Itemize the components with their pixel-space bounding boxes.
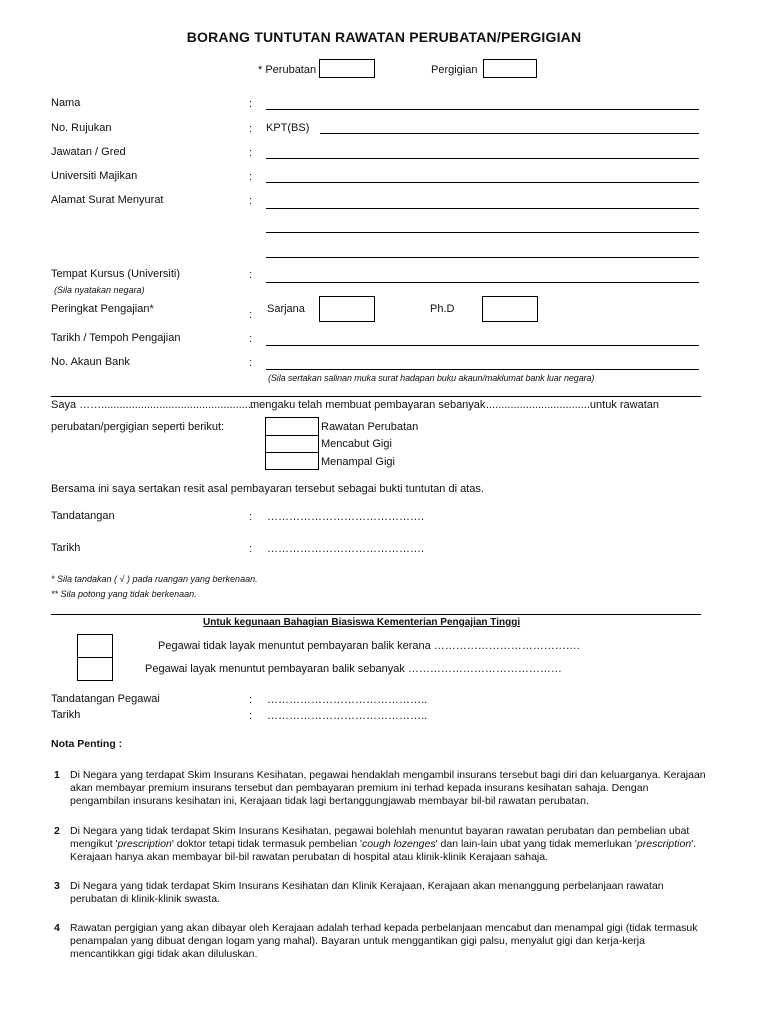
tarikh-tempoh-label: Tarikh / Tempoh Pengajian: [51, 332, 181, 344]
notes-heading: Nota Penting :: [51, 738, 123, 750]
tarikh-tempoh-input[interactable]: [266, 345, 699, 346]
colon: :: [249, 269, 253, 281]
tandatangan-pegawai-dots[interactable]: ……………………………………..: [267, 694, 428, 706]
tarikh-label: Tarikh: [51, 542, 81, 554]
footnote-strike: ** Sila potong yang tidak berkenaan.: [51, 589, 197, 599]
pergigian-label: Pergigian: [431, 64, 478, 76]
form-title: BORANG TUNTUTAN RAWATAN PERUBATAN/PERGIGIAN: [186, 29, 582, 45]
colon: :: [249, 357, 253, 369]
alamat-input-1[interactable]: [266, 208, 699, 209]
note-text: Di Negara yang tidak terdapat Skim Insurans Kesihatan dan Klinik Kerajaan, Kerajaan akan menanggung perbelanjaan rawatan perubatan di klinik-klinik swasta.: [70, 880, 664, 905]
not-eligible-checkbox[interactable]: [77, 634, 113, 658]
note-text: Di Negara yang tidak terdapat Skim Insurans Kesihatan, pegawai bolehlah menuntut bayaran rawatan perubatan dan pembelian ubat mengikut 'prescription' doktor tetapi tidak termasuk pembelian 'cough lozenges' dan lain-lain ubat yang tidak memerlukan 'prescription'. Kerajaan hanya akan membayar bil-bil rawatan perubatan di hospital atau klinik-klinik Kerajaan sahaja.: [70, 825, 697, 863]
footnote-tick: * Sila tandakan ( √ ) pada ruangan yang berkenaan.: [51, 574, 258, 584]
office-heading: Untuk kegunaan Bahagian Biasiswa Kementerian Pengajian Tinggi: [203, 617, 521, 628]
colon: :: [249, 309, 253, 321]
rujukan-input[interactable]: [320, 133, 699, 134]
colon: :: [249, 694, 253, 706]
colon: :: [249, 511, 253, 523]
eligible-text: Pegawai layak menuntut pembayaran balik sebanyak ……………………………………: [145, 663, 562, 675]
declaration-saya: Saya ……..................................................: [51, 399, 254, 411]
alamat-input-2[interactable]: [266, 232, 699, 233]
note-text: Rawatan pergigian yang akan dibayar oleh Kerajaan adalah terhad kepada perbelanjaan mencabut dan menampal gigi (tidak termasuk penampalan yang dibuat dengan logam yang mahal). Bayaran untuk menggantikan gigi palsu, menyalut gigi dan kerja-kerja mencantikkan gigi tidak akan diluluskan.: [70, 922, 698, 960]
mencabut-gigi-checkbox[interactable]: [265, 435, 319, 453]
tandatangan-dots[interactable]: …………………………………….: [267, 511, 425, 523]
declaration-amount: ..................................untuk rawatan: [486, 399, 660, 411]
tandatangan-label: Tandatangan: [51, 510, 115, 522]
phd-checkbox[interactable]: [482, 296, 538, 322]
perubatan-label: * Perubatan: [258, 64, 317, 76]
note-number: 3: [54, 880, 60, 892]
menampal-gigi-label: Menampal Gigi: [321, 456, 395, 468]
mencabut-gigi-label: Mencabut Gigi: [321, 438, 392, 450]
tempat-kursus-label: Tempat Kursus (Universiti): [51, 268, 180, 280]
universiti-label: Universiti Majikan: [51, 170, 138, 182]
tarikh-pegawai-dots[interactable]: ……………………………………..: [267, 710, 428, 722]
nama-input[interactable]: [266, 109, 699, 110]
colon: :: [249, 195, 253, 207]
office-divider: [51, 614, 701, 615]
tempat-kursus-note: (Sila nyatakan negara): [54, 285, 145, 295]
universiti-input[interactable]: [266, 182, 699, 183]
rawatan-perubatan-checkbox[interactable]: [265, 417, 319, 436]
rawatan-perubatan-label: Rawatan Perubatan: [321, 421, 419, 433]
tandatangan-pegawai-label: Tandatangan Pegawai: [51, 693, 160, 705]
tempat-kursus-input[interactable]: [266, 282, 699, 283]
pergigian-checkbox[interactable]: [483, 59, 537, 78]
colon: :: [249, 98, 253, 110]
tarikh-dots[interactable]: …………………………………….: [267, 543, 425, 555]
receipt-statement: Bersama ini saya sertakan resit asal pembayaran tersebut sebagai bukti tuntutan di atas.: [51, 483, 484, 495]
akaun-label: No. Akaun Bank: [51, 356, 130, 368]
alamat-input-3[interactable]: [266, 257, 699, 258]
perubatan-checkbox[interactable]: [319, 59, 375, 78]
nama-label: Nama: [51, 97, 81, 109]
colon: :: [249, 123, 253, 135]
section-divider: [51, 396, 701, 397]
colon: :: [249, 543, 253, 555]
sarjana-label: Sarjana: [267, 303, 305, 315]
note-number: 4: [54, 922, 60, 934]
jawatan-input[interactable]: [266, 158, 699, 159]
colon: :: [249, 710, 253, 722]
colon: :: [249, 171, 253, 183]
eligible-checkbox[interactable]: [77, 657, 113, 681]
declaration-mengaku: mengaku telah membuat pembayaran sebanyak: [250, 399, 486, 411]
note-number: 1: [54, 769, 60, 781]
note-text: Di Negara yang terdapat Skim Insurans Kesihatan, pegawai hendaklah mengambil insurans tersebut bagi diri dan keluarganya. Kerajaan akan membayar premium insurans tersebut dan pembayaran premium ini terhad kepada insurans kesihatan sahaja. Dengan pengambilan insurans kesihatan ini, Kerajaan tidak lagi bertanggungjawab membayar bil-bil rawatan perubatan.: [70, 769, 706, 807]
not-eligible-text: Pegawai tidak layak menuntut pembayaran balik kerana ………………………………….: [158, 640, 580, 652]
phd-label: Ph.D: [430, 303, 455, 315]
peringkat-label: Peringkat Pengajian*: [51, 303, 154, 315]
tarikh-pegawai-label: Tarikh: [51, 709, 81, 721]
rujukan-label: No. Rujukan: [51, 122, 112, 134]
colon: :: [249, 147, 253, 159]
jawatan-label: Jawatan / Gred: [51, 146, 126, 158]
rujukan-prefix: KPT(BS): [266, 122, 310, 134]
menampal-gigi-checkbox[interactable]: [265, 452, 319, 470]
note-number: 2: [54, 825, 60, 837]
alamat-label: Alamat Surat Menyurat: [51, 194, 164, 206]
akaun-input[interactable]: [266, 369, 699, 370]
declaration-line2: perubatan/pergigian seperti berikut:: [51, 421, 225, 433]
akaun-note: (Sila sertakan salinan muka surat hadapan buku akaun/maklumat bank luar negara): [268, 373, 595, 383]
sarjana-checkbox[interactable]: [319, 296, 375, 322]
colon: :: [249, 333, 253, 345]
